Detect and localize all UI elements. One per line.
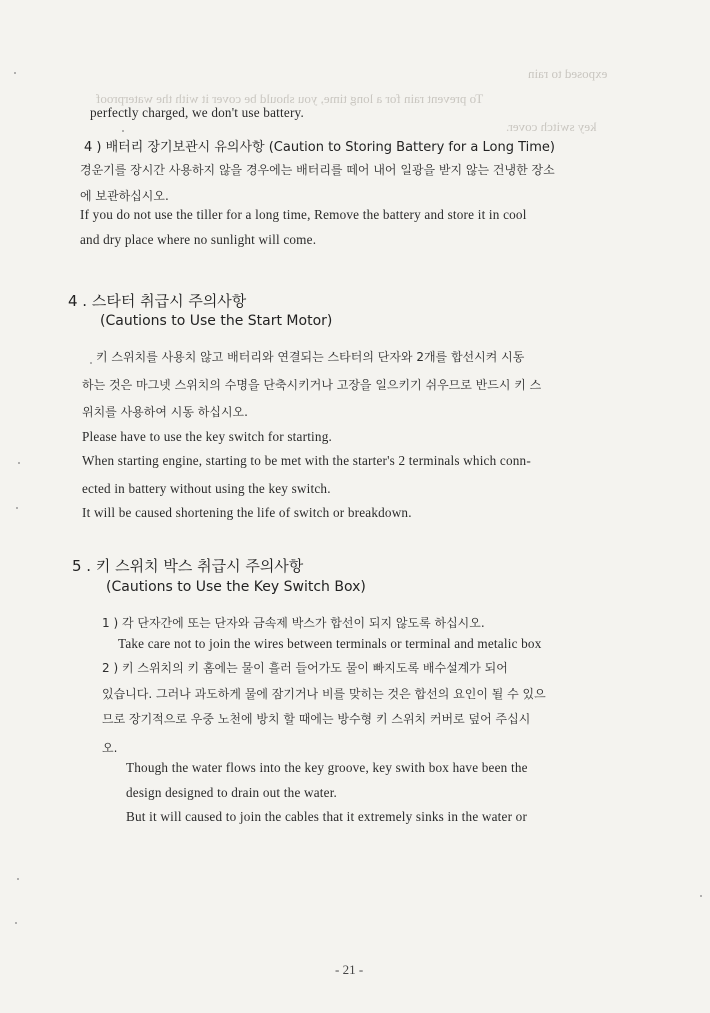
bleed-through-line: key switch cover. <box>506 119 597 134</box>
english-paragraph-line: and dry place where no sunlight will come. <box>80 232 317 247</box>
english-paragraph-line: ected in battery without using the key switch. <box>82 481 331 496</box>
scan-speck <box>122 130 124 132</box>
scan-speck <box>90 362 92 364</box>
english-paragraph-line: Please have to use the key switch for starting. <box>82 429 333 444</box>
korean-paragraph-line: 위치를 사용하여 시동 하십시오. <box>82 405 248 419</box>
english-paragraph-line: But it will caused to join the cables that it extremely sinks in the water or <box>126 809 528 824</box>
scan-speck <box>700 895 702 897</box>
korean-paragraph-line: 키 스위치를 사용치 않고 배터리와 연결되는 스타터의 단자와 2개를 합선시켜 시동 <box>96 350 525 364</box>
english-paragraph-line: If you do not use the tiller for a long time, Remove the battery and store it in cool <box>80 207 527 222</box>
korean-paragraph-line: 오. <box>102 741 118 755</box>
battery-storage-subheading: 4 ) 배터리 장기보관시 유의사항 (Caution to Storing Battery for a Long Time) <box>84 140 555 155</box>
scan-speck <box>14 72 16 74</box>
scan-speck <box>16 507 18 509</box>
intro-text: perfectly charged, we don't use battery. <box>90 105 304 120</box>
scan-speck <box>15 922 17 924</box>
scan-speck <box>18 462 20 464</box>
english-paragraph-line: It will be caused shortening the life of switch or breakdown. <box>82 505 412 520</box>
page-number: - 21 - <box>335 962 364 977</box>
bleed-through-line: exposed to rain <box>528 66 608 81</box>
korean-paragraph-line: 2 ) 키 스위치의 키 홈에는 물이 흘러 들어가도 물이 빠지도록 배수설계가 되어 <box>102 661 508 675</box>
korean-paragraph-line: 경운기를 장시간 사용하지 않을 경우에는 배터리를 떼어 내어 일광을 받지 않는 건냉한 장소 <box>80 163 555 177</box>
section-5-subheading: (Cautions to Use the Key Switch Box) <box>106 579 366 595</box>
section-5-heading: 5 . 키 스위치 박스 취급시 주의사항 <box>72 557 304 575</box>
scan-speck <box>17 878 19 880</box>
korean-paragraph-line: 하는 것은 마그넷 스위치의 수명을 단축시키거나 고장을 일으키기 쉬우므로 반드시 키 스 <box>82 378 542 392</box>
korean-paragraph-line: 에 보관하십시오. <box>80 189 169 203</box>
korean-paragraph-line: 1 ) 각 단자간에 또는 단자와 금속제 박스가 합선이 되지 않도록 하십시오. <box>102 616 485 630</box>
section-4-heading: 4 . 스타터 취급시 주의사항 <box>68 292 247 310</box>
english-paragraph-line: Though the water flows into the key groove, key swith box have been the <box>126 760 528 775</box>
section-4-subheading: (Cautions to Use the Start Motor) <box>100 313 333 329</box>
english-paragraph-line: When starting engine, starting to be met with the starter's 2 terminals which conn- <box>82 453 531 468</box>
bleed-through-line: To prevent rain for a long time, you should be cover it with the waterproof <box>96 91 484 106</box>
english-paragraph-line: Take care not to join the wires between terminals or terminal and metalic box <box>118 636 542 651</box>
english-paragraph-line: design designed to drain out the water. <box>126 785 338 800</box>
korean-paragraph-line: 있습니다. 그러나 과도하게 물에 잠기거나 비를 맞히는 것은 합선의 요인이 될 수 있으 <box>102 687 546 701</box>
korean-paragraph-line: 므로 장기적으로 우중 노천에 방치 할 때에는 방수형 키 스위치 커버로 덮어 주십시 <box>102 712 531 726</box>
